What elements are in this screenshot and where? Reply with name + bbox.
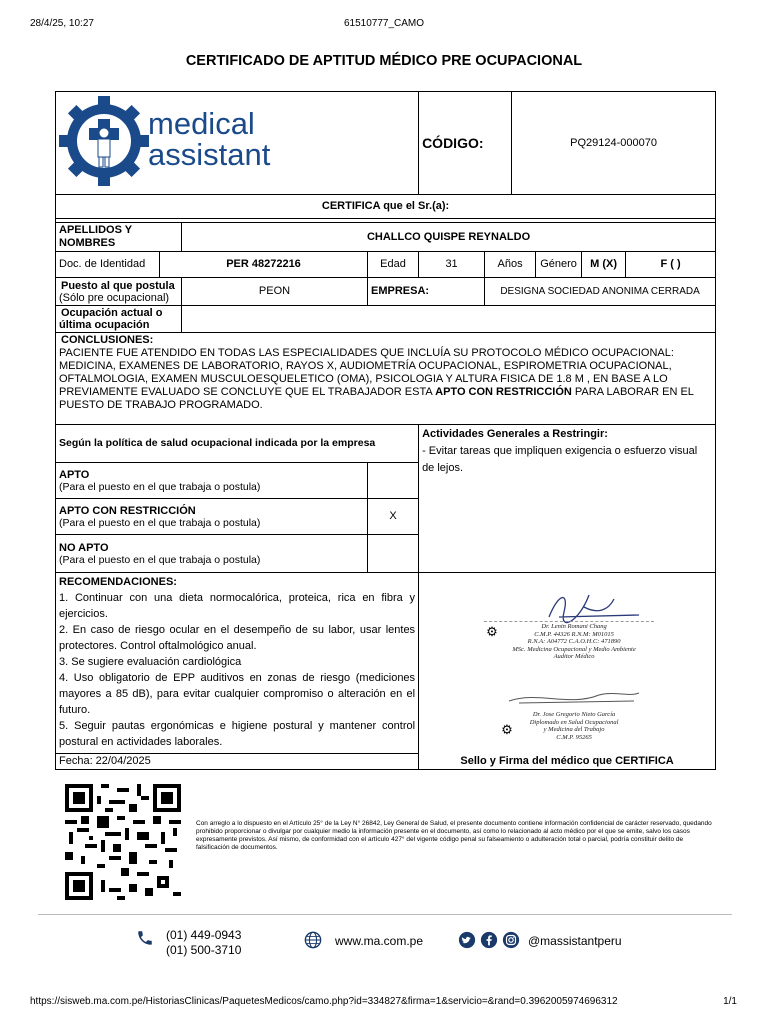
instagram-icon xyxy=(502,931,520,949)
no-apto-label: NO APTO xyxy=(59,541,109,554)
print-url: https://sisweb.ma.com.pe/HistoriasClinicas/PaquetesMedicos/camo.php?id=334827&firma=1&servicio=&rand=0.3962005974696312 xyxy=(30,996,618,1007)
logo-text-medical: medical xyxy=(148,106,255,141)
gear-icon xyxy=(59,96,149,186)
apto-mark xyxy=(368,463,419,499)
date: Fecha: 22/04/2025 xyxy=(56,754,419,770)
occupation-label: Ocupación actual o xyxy=(61,307,163,319)
certificate-table xyxy=(55,91,716,770)
restrictions-cell xyxy=(419,425,716,573)
apto-label: APTO xyxy=(59,468,90,481)
recommendation-item: 1. Continuar con una dieta normocalórica, proteica, rica en fibra y ejercicios. xyxy=(59,592,416,620)
recommendation-item: 5. Seguir pautas ergonómicas e higiene postural y mantener control postural en actividades laborales. xyxy=(59,720,416,748)
signature-2-stamp: Dr. Jose Gregorio Nieto García Diplomado en Salud Ocupacional y Medicina del Trabajo C.M.P. 95265 xyxy=(529,711,619,741)
phone-icon xyxy=(136,929,154,947)
names-label: APELLIDOS Y NOMBRES xyxy=(56,223,182,252)
phone-2: (01) 500-3710 xyxy=(166,943,242,957)
recommendation-item: 4. Uso obligatorio de EPP auditivos en zonas de riesgo (mediciones mayores a 85 dB), para evitar cualquier compromiso o alteración en el futuro. xyxy=(59,672,416,716)
apto-restriccion-sub: (Para el puesto en el que trabaja o postula) xyxy=(59,516,261,529)
website: www.ma.com.pe xyxy=(335,934,424,948)
gender-m: M (X) xyxy=(582,252,626,278)
phone-1: (01) 449-0943 xyxy=(166,928,242,942)
conclusions-cell xyxy=(56,333,716,425)
names-value: CHALLCO QUISPE REYNALDO xyxy=(182,223,716,252)
legal-notice: Con arreglo a lo dispuesto en el Artículo 25° de la Ley N° 26842, Ley General de Salud, el presente documento contiene información confidencial de carácter reservado, quedando prohibido proporcionar o divulgar por cualquier medio la información presente en el documento, así como lo relacionado al acto médico por el que se emite, salvo los casos expresamente previstos. Así mismo, de conformidad con el artículo 427° del vigente código penal su falseamiento o adulteración total o parcial, podría constituir delito de falsificación de documentos. xyxy=(196,820,712,851)
apto-restriccion-label: APTO CON RESTRICCIÓN xyxy=(59,504,196,517)
print-doc-title: 61510777_CAMO xyxy=(343,18,425,29)
conclusions-result: APTO CON RESTRICCIÓN xyxy=(435,386,572,398)
conclusions-label: CONCLUSIONES: xyxy=(61,334,154,346)
recommendation-item: 3. Se sugiere evaluación cardiológica xyxy=(59,656,242,668)
seal-icon-1: ⚙ xyxy=(486,624,498,639)
apto-sub: (Para el puesto en el que trabaja o postula) xyxy=(59,480,261,493)
policy-text: Según la política de salud ocupacional indicada por la empresa xyxy=(56,425,419,463)
no-apto-sub: (Para el puesto en el que trabaja o postula) xyxy=(59,553,261,566)
position-sublabel: (Sólo pre ocupacional) xyxy=(59,291,170,304)
print-datetime: 28/4/25, 10:27 xyxy=(30,18,94,29)
signature-2-scribble xyxy=(499,687,649,709)
recommendation-item: 2. En caso de riesgo ocular en el desempeño de su labor, usar lentes protectores. Control oftalmológico anual. xyxy=(59,624,416,652)
social-handle: @massistantperu xyxy=(528,934,622,948)
company-label: EMPRESA: xyxy=(368,278,485,306)
restrictions-text: - Evitar tareas que impliquen exigencia o esfuerzo visual de lejos. xyxy=(422,445,698,474)
recommendations-cell xyxy=(56,573,419,754)
conclusions-text: PACIENTE FUE ATENDIDO EN TODAS LAS ESPECIALIDADES QUE INCLUÍA SU PROTOCOLO MÉDICO OCUPACIONAL: MEDICINA, EXAMENES DE LABORATORIO, RAYOS X, AUDIOMETRÍA OCUPACIONAL, ESPIROMETRIA OCUPACIONAL, OFTALMOLOGIA, EXAMEN MUSCULOESQUELETICO (OMA), PSICOLOGIA Y ALTURA FISICA DE 1.8 M , EN BASE A LO PREVIAMENTE EVALUADO SE CONCLUYE QUE EL TRABAJADOR ESTA APTO CON RESTRICCIÓN PARA LABORAR EN EL PUESTO DE TRABAJO PROGRAMADO. xyxy=(59,347,694,411)
signature-cell xyxy=(419,573,716,770)
age-value: 31 xyxy=(419,252,485,278)
gender-label: Género xyxy=(536,252,582,278)
logo-text-assistant: assistant xyxy=(148,137,271,172)
footer-divider xyxy=(38,914,732,915)
id-label: Doc. de Identidad xyxy=(56,252,160,278)
page-number: 1/1 xyxy=(723,996,737,1007)
position-label: Puesto al que postula xyxy=(61,279,175,292)
facebook-icon xyxy=(480,931,498,949)
restrictions-label: Actividades Generales a Restringir: xyxy=(422,428,608,440)
years-label: Años xyxy=(485,252,536,278)
position-label-cell xyxy=(56,278,182,306)
apto-restriccion-cell xyxy=(56,499,368,535)
code-value: PQ29124-000070 xyxy=(512,92,716,195)
age-label: Edad xyxy=(368,252,419,278)
medical-assistant-logo xyxy=(56,92,296,190)
code-label: CÓDIGO: xyxy=(419,92,512,195)
position-value: PEON xyxy=(182,278,368,306)
no-apto-mark xyxy=(368,535,419,573)
occupation-label-cell xyxy=(56,306,182,333)
seal-icon-2: ⚙ xyxy=(501,722,513,737)
company-value: DESIGNA SOCIEDAD ANONIMA CERRADA xyxy=(485,278,716,306)
apto-restriccion-mark: X xyxy=(368,499,419,535)
qr-code xyxy=(62,784,184,900)
certifica-text: CERTIFICA que el Sr.(a): xyxy=(56,195,716,219)
twitter-icon xyxy=(458,931,476,949)
globe-icon xyxy=(304,931,322,949)
occupation-label-2: última ocupación xyxy=(59,319,150,331)
no-apto-cell xyxy=(56,535,368,573)
gender-f: F ( ) xyxy=(626,252,716,278)
occupation-value xyxy=(182,306,716,333)
seal-label: Sello y Firma del médico que CERTIFICA xyxy=(460,755,674,767)
signature-1-stamp: Dr. Lenin Romani Chang C.M.P. 44326 R.N.M: M01015 R.N.A: A04772 C.A.O.H.C: 471890 MSc. Medicina Ocupacional y Medio Ambiente Auditor Médico xyxy=(512,623,636,660)
id-value: PER 48272216 xyxy=(160,252,368,278)
page-title: CERTIFICADO DE APTITUD MÉDICO PRE OCUPACIONAL xyxy=(185,53,583,69)
apto-cell xyxy=(56,463,368,499)
recommendations-label: RECOMENDACIONES: xyxy=(59,576,177,588)
logo-cell xyxy=(56,92,419,195)
